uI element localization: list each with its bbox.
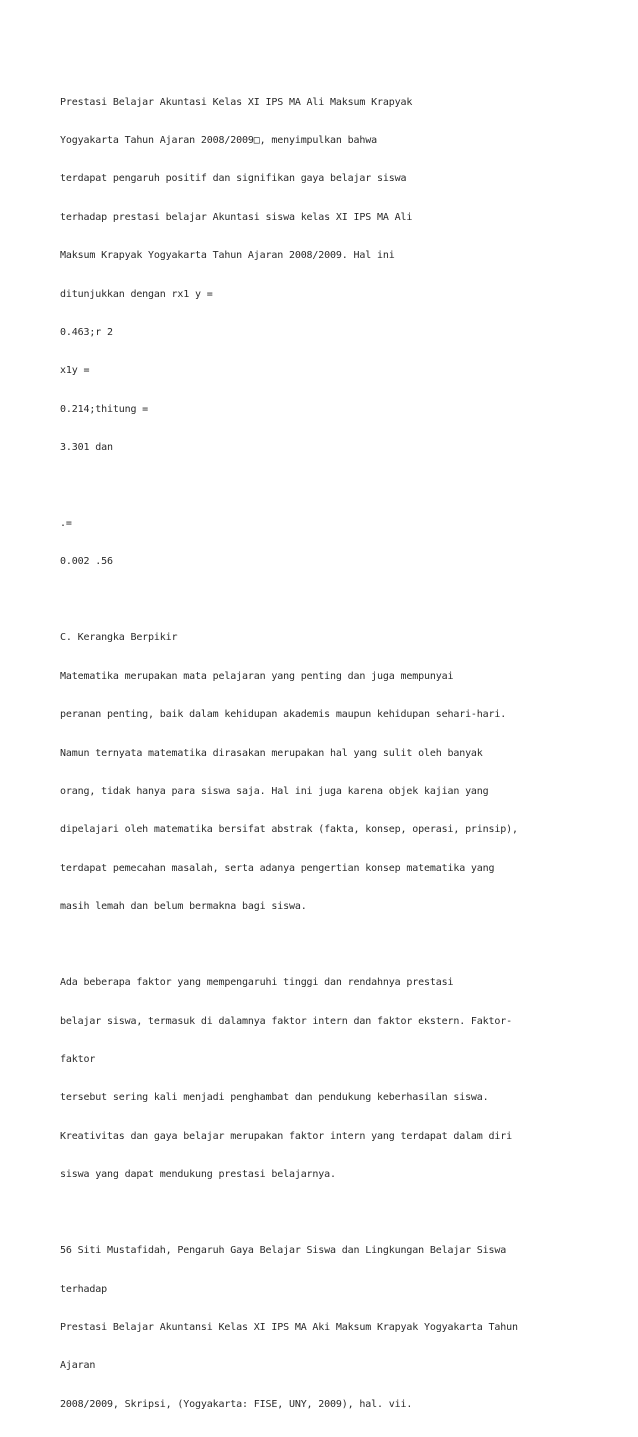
text-line: faktor xyxy=(60,1053,96,1065)
text-line: belajar siswa, termasuk di dalamnya faktor intern dan faktor ekstern. Faktor- xyxy=(60,1015,513,1027)
footnote-line: 2008/2009, Skripsi, (Yogyakarta: FISE, UNY, 2009), hal. vii. xyxy=(60,1398,413,1410)
text-line: .= xyxy=(60,518,72,530)
text-line: Yogyakarta Tahun Ajaran 2008/2009□, menyimpulkan bahwa xyxy=(60,134,378,146)
document-body xyxy=(60,71,600,1437)
text-line: 3.301 dan xyxy=(60,442,113,454)
text-line: ditunjukkan dengan rx1 y = xyxy=(60,288,213,300)
paragraph-kerangka-berpikir xyxy=(60,607,600,940)
text-line: peranan penting, baik dalam kehidupan akademis maupun kehidupan sehari-hari. xyxy=(60,709,507,721)
text-line: terdapat pemecahan masalah, serta adanya pengertian konsep matematika yang xyxy=(60,862,495,874)
text-line: Maksum Krapyak Yogyakarta Tahun Ajaran 2008/2009. Hal ini xyxy=(60,250,395,262)
paragraph-values xyxy=(60,493,600,595)
text-line: dipelajari oleh matematika bersifat abstrak (fakta, konsep, operasi, prinsip), xyxy=(60,824,518,836)
paragraph-faktor xyxy=(60,952,600,1208)
text-line: Kreativitas dan gaya belajar merupakan faktor intern yang terdapat dalam diri xyxy=(60,1130,513,1142)
text-line: terhadap prestasi belajar Akuntasi siswa kelas XI IPS MA Ali xyxy=(60,211,413,223)
footnote-line: Ajaran xyxy=(60,1360,96,1372)
text-line: 0.214;thitung = xyxy=(60,403,149,415)
footnote-line: terhadap xyxy=(60,1283,107,1295)
footnote-line: 56 Siti Mustafidah, Pengaruh Gaya Belajar Siswa dan Lingkungan Belajar Siswa xyxy=(60,1245,507,1257)
text-line: Matematika merupakan mata pelajaran yang penting dan juga mempunyai xyxy=(60,670,454,682)
text-line: 0.002 .56 xyxy=(60,556,113,568)
text-line: Ada beberapa faktor yang mempengaruhi tinggi dan rendahnya prestasi xyxy=(60,977,454,989)
paragraph-findings xyxy=(60,71,600,481)
text-line: terdapat pengaruh positif dan signifikan gaya belajar siswa xyxy=(60,173,407,185)
text-line: masih lemah dan belum bermakna bagi siswa. xyxy=(60,901,307,913)
text-line: x1y = xyxy=(60,365,90,377)
text-line: orang, tidak hanya para siswa saja. Hal ini juga karena objek kajian yang xyxy=(60,786,489,798)
text-line: 0.463;r 2 xyxy=(60,326,113,338)
text-line: Namun ternyata matematika dirasakan merupakan hal yang sulit oleh banyak xyxy=(60,747,483,759)
footnote-line: Prestasi Belajar Akuntansi Kelas XI IPS MA Aki Maksum Krapyak Yogyakarta Tahun xyxy=(60,1321,518,1333)
text-line: siswa yang dapat mendukung prestasi belajarnya. xyxy=(60,1169,336,1181)
footnote xyxy=(60,1220,600,1437)
text-line: Prestasi Belajar Akuntasi Kelas XI IPS MA Ali Maksum Krapyak xyxy=(60,96,413,108)
section-heading: C. Kerangka Berpikir xyxy=(60,632,178,644)
text-line: tersebut sering kali menjadi penghambat dan pendukung keberhasilan siswa. xyxy=(60,1092,489,1104)
